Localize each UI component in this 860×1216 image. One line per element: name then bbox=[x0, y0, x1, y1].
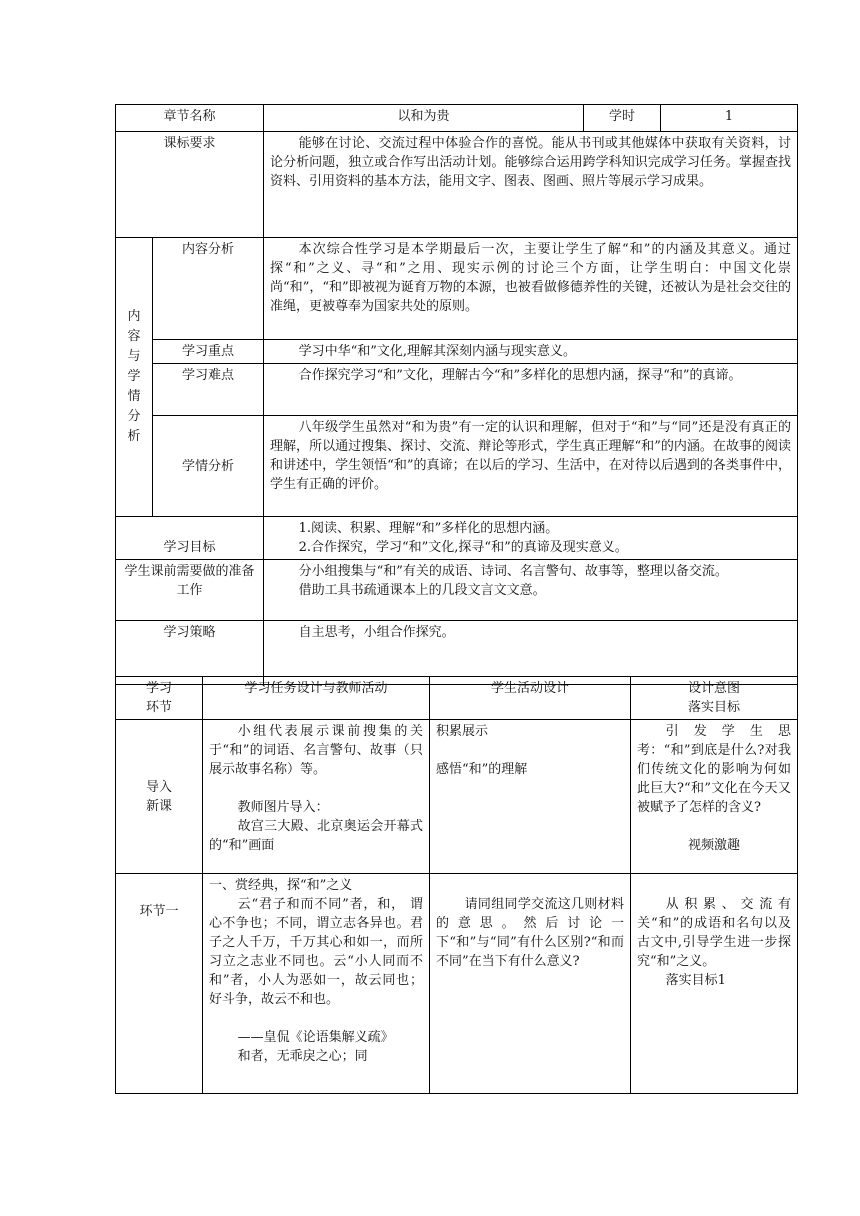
intent-one-cell bbox=[631, 874, 798, 1094]
strategy-text: 自主思考，小组合作探究。 bbox=[298, 625, 455, 640]
prep-label: 学生课前需要做的准备工作 bbox=[116, 560, 264, 621]
prep-line-1: 分小组搜集与“和”有关的成语、诗词、名言警句、故事等，整理以备交流。 bbox=[298, 564, 728, 579]
task-intro-p3: 故宫三大殿、北京奥运会开幕式的“和”画面 bbox=[209, 819, 423, 853]
content-cell bbox=[264, 238, 798, 340]
curriculum-label: 课标要求 bbox=[116, 132, 264, 238]
learner-label: 学情分析 bbox=[153, 416, 264, 517]
student-intro-cell bbox=[430, 720, 631, 874]
intent-one-target: 落实目标1 bbox=[665, 973, 726, 988]
strategy-cell bbox=[264, 621, 798, 685]
prep-line-2: 借助工具书疏通课本上的几段文言文文意。 bbox=[298, 583, 546, 598]
intent-intro-p2: 视频激趣 bbox=[687, 838, 740, 853]
student-intro-line1: 积累展示 bbox=[436, 724, 489, 739]
goal-item-2: 2.合作探究，学习“和”文化,探寻“和”的真谛及现实意义。 bbox=[298, 540, 628, 555]
curriculum-cell bbox=[264, 132, 798, 238]
difficulty-text: 合作探究学习“和”文化，理解古今“和”多样化的思想内涵，探寻“和”的真谛。 bbox=[298, 368, 742, 383]
task-intro-cell bbox=[203, 720, 430, 874]
difficulty-label: 学习难点 bbox=[153, 364, 264, 416]
student-one-text: 请同组同学交流这几则材料的意思。然后讨论一下“和”与“同”有什么区别?“和而不同”在当下有什么意义? bbox=[436, 897, 624, 969]
stage-one: 环节一 bbox=[116, 874, 203, 1094]
task-intro-p1: 小组代表展示课前搜集的关于“和”的词语、名言警句、故事（只展示故事名称）等。 bbox=[209, 724, 423, 777]
content-text: 本次综合性学习是本学期最后一次，主要让学生了解“和”的内涵及其意义。通过探“和”之义、寻“和”之用、现实示例的讨论三个方面，让学生明白：中国文化崇尚“和”，“和”即被视为诞育万物的本源，也被看做修德养性的关键，还被认为是社会交往的准绳，更被尊奉为国家共处的原则。 bbox=[270, 242, 792, 314]
header-intent bbox=[631, 677, 798, 720]
header-task: 学习任务设计与教师活动 bbox=[203, 677, 430, 720]
content-label: 内容分析 bbox=[153, 238, 264, 340]
focus-text: 学习中华“和”文化,理解其深刻内涵与现实意义。 bbox=[298, 344, 577, 359]
stage-intro bbox=[116, 720, 203, 874]
chapter-value: 以和为贵 bbox=[264, 105, 584, 132]
focus-cell bbox=[264, 340, 798, 364]
curriculum-text: 能够在讨论、交流过程中体验合作的喜悦。能从书刊或其他媒体中获取有关资料，讨论分析问题，独立或合作写出活动计划。能够综合运用跨学科知识完成学习任务。掌握查找资料、引用资料的基本方法，能用文字、图表、图画、照片等展示学习成果。 bbox=[270, 136, 792, 189]
intent-intro-cell bbox=[631, 720, 798, 874]
header-student: 学生活动设计 bbox=[430, 677, 631, 720]
student-intro-line2: 感悟“和”的理解 bbox=[436, 762, 528, 777]
goals-cell bbox=[264, 517, 798, 560]
task-one-title: 一、赏经典，探“和”之义 bbox=[209, 878, 353, 893]
task-intro-p2: 教师图片导入： bbox=[237, 800, 329, 815]
header-intent-line2: 落实目标 bbox=[687, 700, 740, 715]
header-intent-line1: 设计意图 bbox=[687, 681, 740, 696]
difficulty-cell bbox=[264, 364, 798, 416]
focus-label: 学习重点 bbox=[153, 340, 264, 364]
hours-label: 学时 bbox=[584, 105, 661, 132]
goals-label: 学习目标 bbox=[116, 517, 264, 560]
lesson-activity-table bbox=[115, 676, 798, 1094]
student-one-cell bbox=[430, 874, 631, 1094]
header-stage-text: 学习环节 bbox=[145, 681, 172, 715]
header-stage bbox=[116, 677, 203, 720]
strategy-label: 学习策略 bbox=[116, 621, 264, 685]
learner-cell bbox=[264, 416, 798, 517]
intent-intro-p1: 引发学生思考：“和”到底是什么?对我们传统文化的影响为何如此巨大?“和”文化在今天又被赋予了怎样的含义? bbox=[637, 724, 791, 815]
learner-text: 八年级学生虽然对“和为贵”有一定的认识和理解，但对于“和”与“同”还是没有真正的理解，所以通过搜集、探讨、交流、辩论等形式，学生真正理解“和”的内涵。在故事的阅读和讲述中，学生领悟“和”的真谛；在以后的学习、生活中，在对待以后遇到的各类事件中，学生有正确的评价。 bbox=[270, 420, 792, 492]
analysis-group-label bbox=[116, 238, 153, 517]
chapter-label: 章节名称 bbox=[116, 105, 264, 132]
task-one-next: 和者，无乖戾之心；同 bbox=[237, 1049, 368, 1064]
task-one-quote: 云“君子和而不同”者，和， 谓心不争也；不同，谓立志各异也。君子之人千万，千万其心和如一，而所习立之志业不同也。云“小人同而不和”者，小人为恶如一，故云同也；好斗争，故云不和也。 bbox=[209, 897, 423, 1007]
lesson-info-table bbox=[115, 104, 798, 685]
task-one-cell bbox=[203, 874, 430, 1094]
prep-cell bbox=[264, 560, 798, 621]
task-one-cite: ——皇侃《论语集解义疏》 bbox=[237, 1030, 394, 1045]
analysis-group-text: 内容与学情分析 bbox=[127, 309, 141, 444]
goal-item-1: 1.阅读、积累、理解“和”多样化的思想内涵。 bbox=[298, 521, 559, 536]
intent-one-text: 从积累、交流有关“和”的成语和名句以及古文中,引导学生进一步探究“和”之义。 bbox=[637, 897, 791, 969]
stage-intro-text: 导入新课 bbox=[145, 779, 172, 814]
hours-value: 1 bbox=[661, 105, 798, 132]
